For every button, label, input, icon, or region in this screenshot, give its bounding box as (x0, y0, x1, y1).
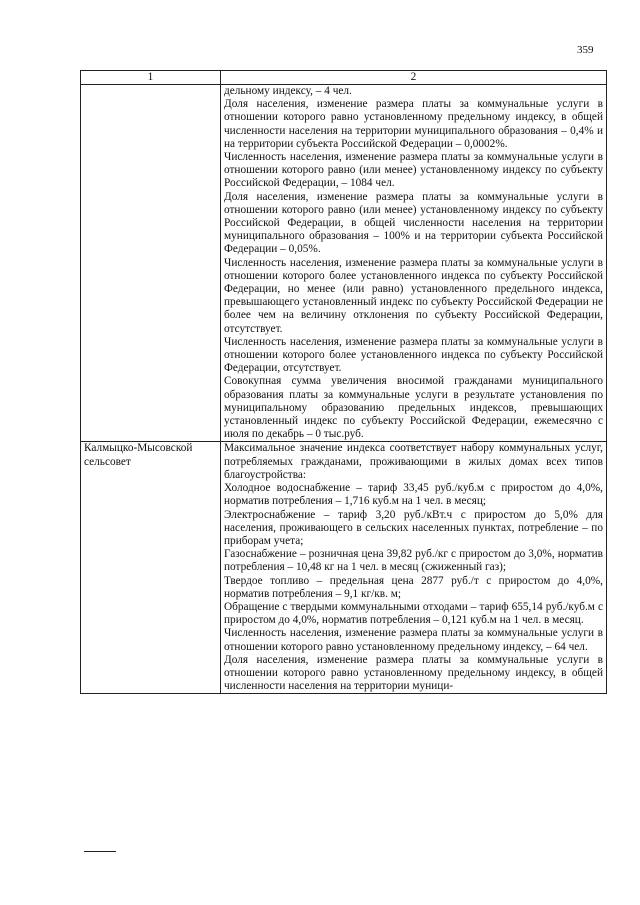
table-row (81, 85, 607, 442)
table-row (81, 442, 607, 694)
municipality-name-cell: Калмыцко-Мысовской сельсовет (81, 442, 221, 694)
description-cell (221, 442, 607, 694)
column-header-1: 1 (81, 71, 221, 85)
paragraph: Твердое топливо – предельная цена 2877 руб./т с приростом до 4,0%, норматив потребления – 9,1 кг/кв. м; (224, 574, 603, 600)
paragraph: Максимальное значение индекса соответствует набору коммунальных услуг, потребляемых гражданами, проживающими в жилых домах всех типов благоустройства: (224, 442, 603, 481)
paragraph: Доля населения, изменение размера платы за коммунальные услуги в отношении которого равно установленному предельному индексу, в общей численности населения на территории муници- (224, 653, 603, 693)
page-number: 359 (577, 44, 594, 56)
municipality-name-cell (81, 85, 221, 442)
document-table (80, 70, 607, 694)
description-cell (221, 85, 607, 442)
paragraph: Электроснабжение – тариф 3,20 руб./кВт.ч с приростом до 5,0% для населения, проживающего в сельских населенных пунктах, потребление – по приборам учета; (224, 508, 603, 547)
paragraph: Численность населения, изменение размера платы за коммунальные услуги в отношении которого более установленного индекса по субъекту Российской Федерации, отсутствует. (224, 335, 603, 375)
column-header-2: 2 (221, 71, 607, 85)
paragraph: Газоснабжение – розничная цена 39,82 руб./кг с приростом до 3,0%, норматив потребления – 10,48 кг на 1 чел. в месяц (сжиженный газ); (224, 548, 603, 574)
paragraph: Совокупная сумма увеличения вносимой гражданами муниципального образования платы за коммунальные услуги в результате установления по муниципальному образованию предельных индексов, превышающих установленный индекс по субъекту Российской Федерации, ежемесячно с июля по декабрь – 0 тыс.руб. (224, 375, 603, 441)
paragraph: Численность населения, изменение размера платы за коммунальные услуги в отношении которого равно (или менее) установленному индексу по субъекту Российской Федерации, – 1084 чел. (224, 151, 603, 190)
paragraph: Обращение с твердыми коммунальными отходами – тариф 655,14 руб./куб.м с приростом до 4,0%, норматив потребления – 0,121 куб.м на 1 чел. в месяц. (224, 600, 603, 627)
table-header-row (81, 71, 607, 85)
footnote-divider (84, 851, 116, 852)
paragraph: Доля населения, изменение размера платы за коммунальные услуги в отношении которого равно установленному предельному индексу, в общей численности населения на территории муниципального образования – 0,4% и на территории субъекта Российской Федерации – 0,0002%. (224, 98, 603, 150)
paragraph: Доля населения, изменение размера платы за коммунальные услуги в отношении которого равно (или менее) установленному индексу по субъекту Российской Федерации, в общей численности населения на территории муниципального образования – 100% и на территории субъекта Российской Федерации – 0,05%. (224, 190, 603, 256)
paragraph: Холодное водоснабжение – тариф 33,45 руб./куб.м с приростом до 4,0%, норматив потребления – 1,716 куб.м на 1 чел. в месяц; (224, 482, 603, 508)
paragraph: Численность населения, изменение размера платы за коммунальные услуги в отношении которого равно установленному предельному индексу, – 64 чел. (224, 627, 603, 653)
paragraph: дельному индексу, – 4 чел. (224, 85, 352, 97)
paragraph: Численность населения, изменение размера платы за коммунальные услуги в отношении которого более установленного индекса по субъекту Российской Федерации, но менее (или равно) установленного предельного индекса, превышающего установленный индекс по субъекту Российской Федерации не более чем на величину отклонения по субъекту Российской Федерации, отсутствует. (224, 256, 603, 335)
